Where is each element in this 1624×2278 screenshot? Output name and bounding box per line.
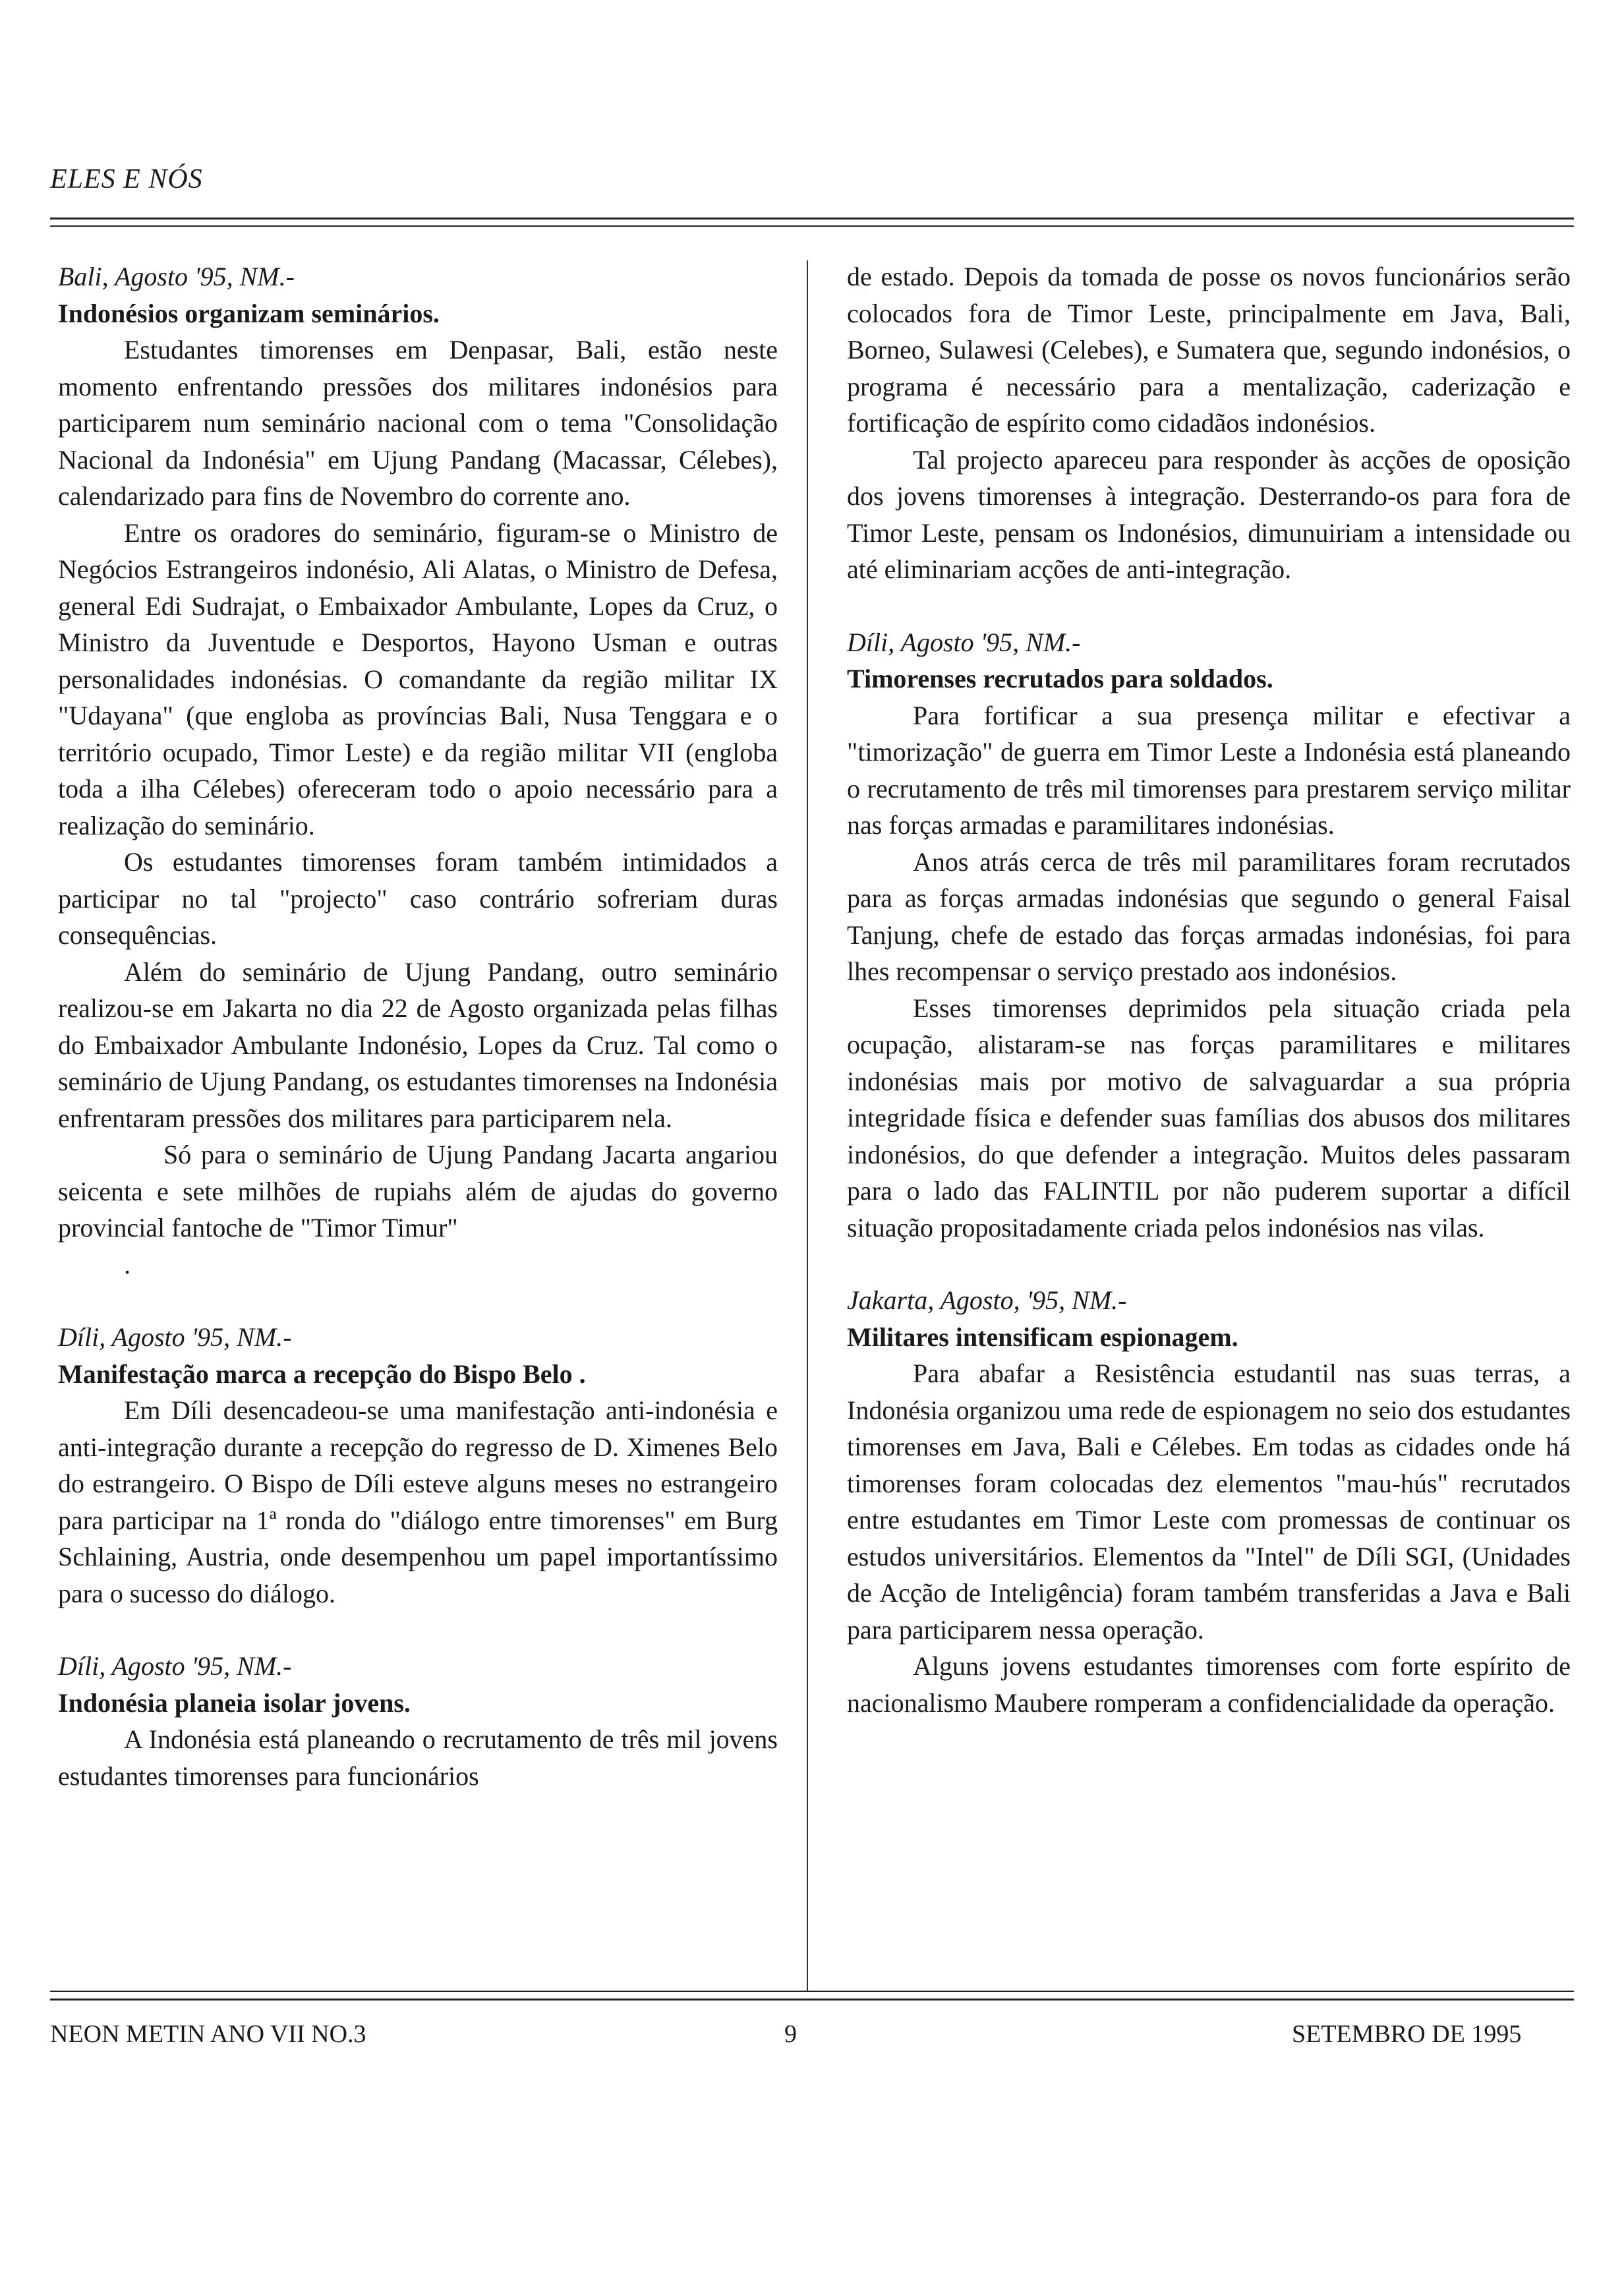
headline: Militares intensificam espionagem. <box>847 1322 1238 1352</box>
header-rule <box>50 218 1574 219</box>
dateline: Jakarta, Agosto, '95, NM.- <box>847 1285 1127 1315</box>
headline: Manifestação marca a recepção do Bispo Belo . <box>58 1358 586 1389</box>
paragraph: de estado. Depois da tomada de posse os novos funcionários serão colocados fora de Timor Leste, principalmente em Java, Bali, Borneo, Sulawesi (Celebes), e Sumatera que, segundo indonésios, o programa é necessário para a mentalização, caderização e fortificação de espírito como cidadãos indonésios. <box>847 262 1571 438</box>
footer-rule <box>50 1991 1574 1992</box>
paragraph: A Indonésia está planeando o recrutamento de três mil jovens estudantes timorenses para funcionários <box>58 1724 778 1791</box>
paragraph: Anos atrás cerca de três mil paramilitares foram recrutados para as forças armadas indonésias que segundo o general Faisal Tanjung, chefe de estado das forças armadas indonésias, foi para lhes recompensar o serviço prestado aos indonésios. <box>847 846 1571 986</box>
headline: Indonésios organizam seminários. <box>58 298 440 328</box>
paragraph: Esses timorenses deprimidos pela situação criada pela ocupação, alistaram-se nas forças paramilitares e militares indonésias mais por motivo de salvaguardar a sua própria integridade física e defender suas famílias dos abusos dos militares indonésios, do que defender a integração. Muitos deles passaram para o lado das FALINTIL por não puderem suportar a difícil situação propositadamente criada pelos indonésios nas vilas. <box>847 993 1571 1242</box>
dateline: Díli, Agosto '95, NM.- <box>847 627 1081 657</box>
paragraph: Só para o seminário de Ujung Pandang Jacarta angariou seicenta e sete milhões de rupiahs além de ajudas do governo provincial fantoche de "Timor Timur" <box>58 1140 778 1242</box>
dateline: Díli, Agosto '95, NM.- <box>58 1651 292 1681</box>
paragraph: Em Díli desencadeou-se uma manifestação anti-indonésia e anti-integração durante a recepção do regresso de D. Ximenes Belo do estrangeiro. O Bispo de Díli esteve alguns meses no estrangeiro para participar na 1ª ronda do "diálogo entre timorenses" em Burg Schlaining, Austria, onde desempenhou um papel importantíssimo para o sucesso do diálogo. <box>58 1395 778 1608</box>
paragraph: Os estudantes timorenses foram também intimidados a participar no tal "projecto" caso contrário sofreriam duras consequências. <box>58 847 778 950</box>
paragraph: Alguns jovens estudantes timorenses com forte espírito de nacionalismo Maubere romperam a confidencialidade da operação. <box>847 1651 1571 1718</box>
paragraph: Além do seminário de Ujung Pandang, outro seminário realizou-se em Jakarta no dia 22 de Agosto organizada pelas filhas do Embaixador Ambulante Indonésio, Lopes da Cruz. Tal como o seminário de Ujung Pandang, os estudantes timorenses na Indonésia enfrentaram pressões dos militares para participarem nela. <box>58 956 778 1133</box>
headline: Indonésia planeia isolar jovens. <box>58 1687 411 1718</box>
column-divider <box>807 260 808 1991</box>
headline: Timorenses recrutados para soldados. <box>847 664 1273 693</box>
page-number: 9 <box>784 2020 797 2048</box>
paragraph: Estudantes timorenses em Denpasar, Bali, estão neste momento enfrentando pressões dos militares indonésios para participarem num seminário nacional com o tema "Consolidação Nacional da Indonésia" em Ujung Pandang (Macassar, Célebes), calendarizado para fins de Novembro do corrente ano. <box>58 335 778 511</box>
paragraph: Tal projecto apareceu para responder às acções de oposição dos jovens timorenses à integração. Desterrando-os para fora de Timor Leste, pensam os Indonésios, dimunuiriam a intensidade ou até eliminariam acções de anti-integração. <box>847 444 1571 584</box>
header-rule-secondary <box>50 225 1574 227</box>
publication-name: NEON METIN ANO VII NO.3 <box>50 2020 366 2048</box>
footer-rule-secondary <box>50 1999 1574 2001</box>
section-title: ELES E NÓS <box>50 164 203 194</box>
left-column <box>58 258 778 1794</box>
right-column <box>847 258 1571 1721</box>
paragraph: Para fortificar a sua presença militar e efectivar a "timorização" de guerra em Timor Leste a Indonésia está planeando o recrutamento de três mil timorenses para prestarem serviço militar nas forças armadas e paramilitares indonésias. <box>847 700 1571 840</box>
dateline: Bali, Agosto '95, NM.- <box>58 262 295 291</box>
dateline: Díli, Agosto '95, NM.- <box>58 1322 292 1352</box>
paragraph: . <box>124 1249 130 1279</box>
paragraph: Entre os oradores do seminário, figuram-se o Ministro de Negócios Estrangeiros indonésio, Ali Alatas, o Ministro de Defesa, general Edi Sudrajat, o Embaixador Ambulante, Lopes da Cruz, o Ministro da Juventude e Desportos, Hayono Usman e outras personalidades indonésias. O comandante da região militar IX "Udayana" (que engloba as províncias Bali, Nusa Tenggara e o território ocupado, Timor Leste) e da região militar VII (engloba toda a ilha Célebes) ofereceram todo o apoio necessário para a realização do seminário. <box>58 517 778 840</box>
issue-date: SETEMBRO DE 1995 <box>1292 2020 1522 2048</box>
paragraph: Para abafar a Resistência estudantil nas suas terras, a Indonésia organizou uma rede de espionagem no seio dos estudantes timorenses em Java, Bali e Célebes. Em todas as cidades onde há timorenses foram colocadas dez elementos "mau-hús" recrutados entre estudantes em Timor Leste com promessas de continuar os estudos universitários. Elementos da "Intel" de Díli SGI, (Unidades de Acção de Inteligência) foram também transferidas a Java e Bali para participarem nessa operação. <box>847 1358 1571 1645</box>
